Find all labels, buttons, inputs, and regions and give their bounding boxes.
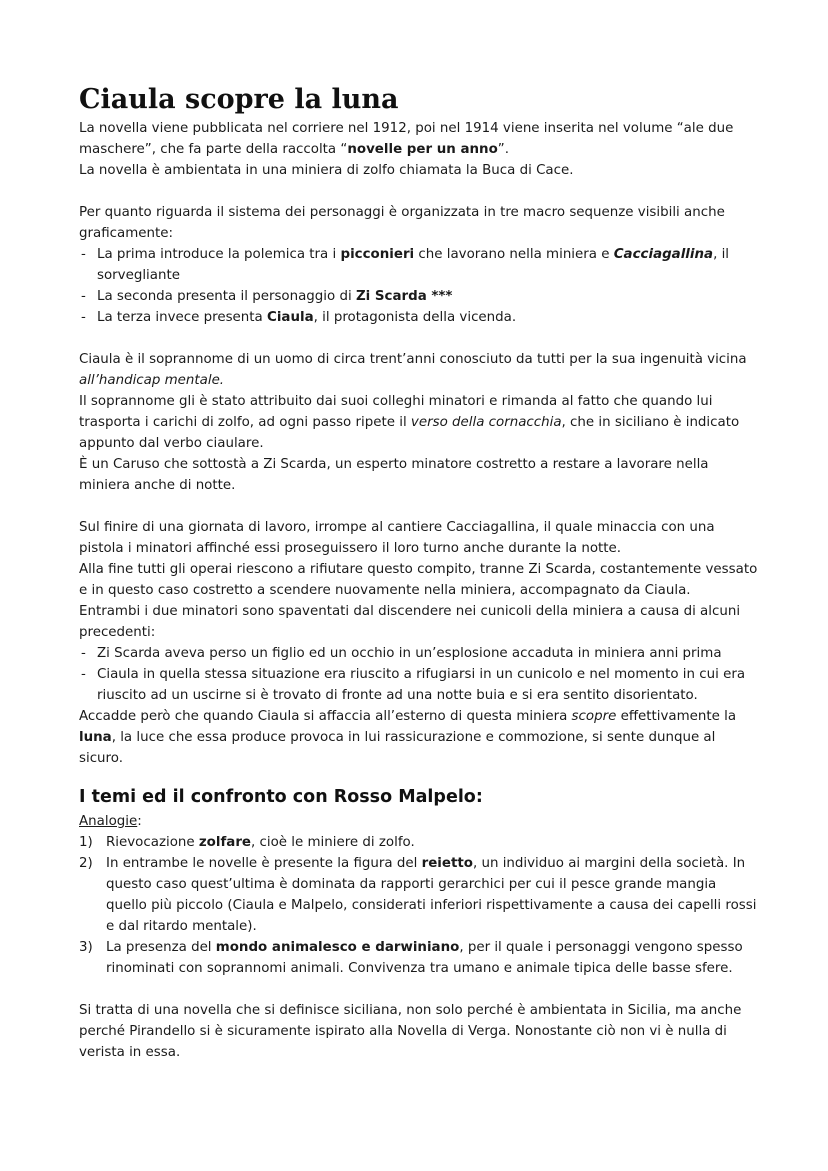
precedents-list (79, 643, 759, 706)
text-span: La prima introduce la polemica tra i (97, 247, 341, 262)
plot-paragraph-4 (79, 706, 759, 769)
bold-text: luna (79, 730, 112, 745)
bold-text: novelle per un anno (347, 142, 498, 157)
text-span: La terza invece presenta (97, 310, 267, 325)
text-span: che lavorano nella miniera e (414, 247, 614, 262)
intro-paragraph-setting: La novella è ambientata in una miniera di zolfo chiamata la Buca di Cace. (79, 163, 574, 178)
list-item (79, 244, 759, 286)
list-item (79, 853, 759, 937)
text-span: Ciaula è il soprannome di un uomo di circa trent’anni conosciuto da tutti per la sua ingenuità vicina (79, 352, 747, 367)
list-item (79, 832, 759, 853)
analogies-list (79, 832, 759, 979)
bold-text: Cacciagallina (613, 247, 714, 262)
text-span: La novella viene pubblicata nel corriere nel 1912, poi nel 1914 viene inserita nel volume “ale due maschere”, che fa parte della raccolta “ (79, 121, 734, 157)
list-item: - Zi Scarda aveva perso un figlio ed un occhio in un’esplosione accaduta in miniera anni prima (79, 643, 759, 664)
text-span: La seconda presenta il personaggio di (97, 289, 356, 304)
text-span: , la luce che essa produce provoca in lui rassicurazione e commozione, si sente dunque al sicuro. (79, 730, 716, 766)
list-number: 2) (79, 856, 93, 871)
characters-list (79, 244, 759, 328)
section-heading-themes: I temi ed il confronto con Rosso Malpelo: (79, 787, 483, 807)
text-span: , per il quale i personaggi vengono spesso rinominati con soprannomi animali. Convivenza tra umano e animale tipica delle basse sfere. (106, 940, 743, 976)
list-number: 3) (79, 940, 93, 955)
text-span: , cioè le miniere di zolfo. (251, 835, 415, 850)
list-item (79, 286, 759, 307)
text-span: , che in siciliano è indicato appunto dal verbo ciaulare. (79, 415, 740, 451)
list-number: 1) (79, 835, 93, 850)
list-item (79, 937, 759, 979)
conclusion-paragraph: Si tratta di una novella che si definisce siciliana, non solo perché è ambientata in Sicilia, ma anche perché Pirandello si è sicuramente ispirato alla Novella di Verga. Nonostante ciò non vi è nulla di verista in essa. (79, 1003, 742, 1060)
text-span: La presenza del (106, 940, 216, 955)
document-page (79, 82, 759, 1063)
text-span: Accadde però che quando Ciaula si affaccia all’esterno di questa miniera (79, 709, 572, 724)
text-span: effettivamente la (616, 709, 737, 724)
italic-text: scopre (571, 709, 617, 724)
ciaula-paragraph-3: È un Caruso che sottostà a Zi Scarda, un esperto minatore costretto a restare a lavorare nella miniera anche di notte. (79, 457, 709, 493)
ciaula-paragraph-1 (79, 349, 759, 391)
plot-paragraph-2: Alla fine tutti gli operai riescono a rifiutare questo compito, tranne Zi Scarda, costantemente vessato e in questo caso costretto a scendere nuovamente nella miniera, accompagnato da Ciaula. (79, 562, 758, 598)
bold-text: reietto (421, 856, 473, 871)
list-item (79, 307, 759, 328)
plot-paragraph-3: Entrambi i due minatori sono spaventati dal discendere nei cunicoli della miniera a causa di alcuni precedenti: (79, 604, 741, 640)
bold-text: mondo animalesco e darwiniano (215, 940, 460, 955)
page-title: Ciaula scopre la luna (79, 84, 399, 115)
text-span: , un individuo ai margini della società. In questo caso quest’ultima è dominata da rapporti gerarchici per cui il pesce grande mangia quello più piccolo (Ciaula e Malpelo, considerati inferiori rispettivamente a causa dei capelli rossi e dal ritardo mentale). (106, 856, 757, 934)
intro-paragraph-publication (79, 118, 759, 160)
text-span: Il soprannome gli è stato attribuito dai suoi colleghi minatori e rimanda al fatto che quando lui trasporta i carichi di zolfo, ad ogni passo ripete il (79, 394, 713, 430)
text-span: , il sorvegliante (97, 247, 730, 283)
text-span: , il protagonista della vicenda. (313, 310, 517, 325)
ciaula-paragraph-2 (79, 391, 759, 454)
bold-text: picconieri (340, 247, 415, 262)
italic-text: all’handicap mentale. (79, 373, 225, 388)
bold-text: Zi Scarda *** (355, 289, 453, 304)
italic-text: verso della cornacchia (410, 415, 562, 430)
text-span: In entrambe le novelle è presente la figura del (106, 856, 422, 871)
underlined-text: Analogie (79, 814, 138, 829)
plot-paragraph-1: Sul finire di una giornata di lavoro, irrompe al cantiere Cacciagallina, il quale minaccia con una pistola i minatori affinché essi proseguissero il loro turno anche durante la notte. (79, 520, 715, 556)
text-span: Rievocazione (106, 835, 199, 850)
bold-text: zolfare (198, 835, 252, 850)
analogies-label (79, 811, 759, 832)
list-item: - Ciaula in quella stessa situazione era riuscito a rifugiarsi in un cunicolo e nel momento in cui era riuscito ad un uscirne si è trovato di fronte ad una notte buia e si era sentito disorientato. (79, 664, 759, 706)
text-span: : (137, 814, 142, 829)
text-span: ”. (497, 142, 509, 157)
bold-text: Ciaula (267, 310, 314, 325)
characters-lead: Per quanto riguarda il sistema dei personaggi è organizzata in tre macro sequenze visibili anche graficamente: (79, 205, 725, 241)
